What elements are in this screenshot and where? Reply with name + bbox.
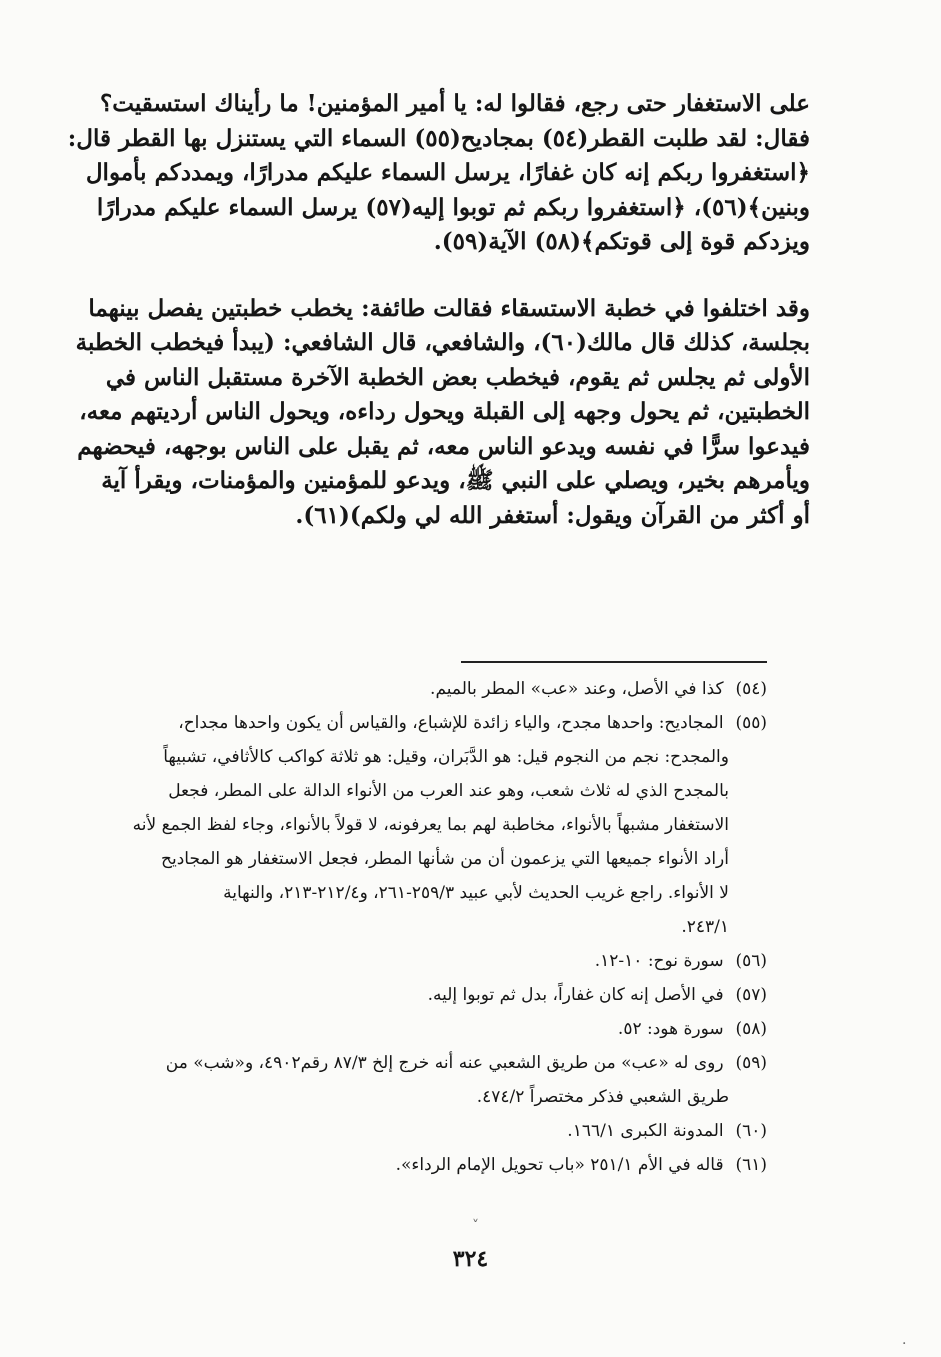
footnote-text: سورة نوح: ١٠-١٢. <box>594 951 724 971</box>
text-line: وبنين﴾(٥٦)، ﴿استغفروا ربكم ثم توبوا إليه(٥٧) يرسل السماء عليكم مدرارًا <box>96 193 810 221</box>
footnote-text: قاله في الأم ٢٥١/١ «باب تحويل الإمام الرداء». <box>395 1155 724 1175</box>
footnote-continuation: والمجدح: نجم من النجوم قيل: هو الدَّبَران، وقيل: هو ثلاثة كواكب كالأثافي، تشبيهاً <box>163 747 729 767</box>
footnote-number: (٥٩) <box>735 1053 767 1073</box>
footnote-number: (٦١) <box>735 1155 767 1175</box>
text-line: وقد اختلفوا في خطبة الاستسقاء فقالت طائفة: يخطب خطبتين يفصل بينهما <box>88 294 810 322</box>
text-line: الخطبتين، ثم يحول وجهه إلى القبلة ويحول رداءه، ويحول الناس أرديتهم معه، <box>79 398 810 425</box>
footnote-56 <box>100 944 767 978</box>
footnotes <box>100 672 767 1182</box>
text-line: فيدعوا سرًّا في نفسه ويدعو الناس معه، ثم يقبل على الناس بوجهه، فيحضهم <box>77 432 810 460</box>
scan-mark: ˅ <box>472 1218 479 1234</box>
footnote-number: (٥٨) <box>735 1019 767 1039</box>
text-line: بجلسة، كذلك قال مالك(٦٠)، والشافعي، قال الشافعي: (يبدأ فيخطب الخطبة <box>75 329 810 356</box>
text-line: فقال: لقد طلبت القطر(٥٤) بمجاديح(٥٥) السماء التي يستنزل بها القطر قال: <box>67 124 810 152</box>
footnote-text: روى له «عب» من طريق الشعبي عنه أنه خرج إلخ ٨٧/٣ رقم٤٩٠٢، و«شب» من <box>165 1053 724 1073</box>
page-number: ٣٢٤ <box>452 1246 489 1272</box>
text-line: على الاستغفار حتى رجع، فقالوا له: يا أمير المؤمنين! ما رأيناك استسقيت؟ <box>100 90 810 117</box>
footnote-text: المدونة الكبرى ١٦٦/١. <box>567 1121 724 1141</box>
footnote-continuation: بالمجدح الذي له ثلاث شعب، وهو عند العرب من الأنواء الدالة على المطر، فجعل <box>168 781 729 801</box>
footnote-61 <box>100 1148 767 1182</box>
text-line: ويأمرهم بخير، ويصلي على النبي ﷺ، ويدعو للمؤمنين والمؤمنات، ويقرأ آية <box>101 467 810 494</box>
footnote-continuation: لا الأنواء. راجع غريب الحديث لأبي عبيد ٢٥٩/٣-٢٦١، و٢١٢/٤-٢١٣، والنهاية <box>223 883 729 903</box>
footnote-number: (٦٠) <box>735 1121 767 1141</box>
footnote-55 <box>100 706 767 740</box>
footnote-59 <box>100 1046 767 1080</box>
text-line: أو أكثر من القرآن ويقول: أستغفر الله لي ولكم)(٦١). <box>295 501 810 529</box>
footnote-58 <box>100 1012 767 1046</box>
footnote-number: (٥٦) <box>735 951 767 971</box>
footnote-57 <box>100 978 767 1012</box>
footnote-continuation: ٢٤٣/١. <box>681 917 729 937</box>
footnote-separator <box>461 661 767 663</box>
text-line: ﴿استغفروا ربكم إنه كان غفارًا، يرسل السماء عليكم مدرارًا، ويمددكم بأموال <box>85 159 810 186</box>
scan-mark: · <box>902 1336 907 1352</box>
footnote-60 <box>100 1114 767 1148</box>
footnote-text: في الأصل إنه كان غفاراً، بدل ثم توبوا إليه. <box>427 985 724 1005</box>
text-line: الأولى ثم يجلس ثم يقوم، فيخطب بعض الخطبة الآخرة مستقبل الناس في <box>105 363 810 391</box>
footnote-text: المجاديح: واحدها مجدح، والياء زائدة للإشباع، والقياس أن يكون واحدها مجداح، <box>178 713 724 733</box>
main-text <box>67 87 810 533</box>
footnote-number: (٥٥) <box>735 713 767 733</box>
footnote-number: (٥٧) <box>735 985 767 1005</box>
text-line: ويزدكم قوة إلى قوتكم﴾(٥٨) الآية(٥٩). <box>433 228 810 255</box>
footnote-text: سورة هود: ٥٢. <box>617 1019 724 1039</box>
footnote-text: كذا في الأصل، وعند «عب» المطر بالميم. <box>430 679 724 699</box>
footnote-number: (٥٤) <box>735 679 767 699</box>
footnote-continuation: الاستغفار مشبهاً بالأنواء، مخاطبة لهم بما يعرفونه، لا قولاً بالأنواء، وجاء لفظ الجمع لأنه <box>132 815 729 835</box>
footnote-54 <box>100 672 767 706</box>
footnote-continuation: طريق الشعبي فذكر مختصراً ٤٧٤/٢. <box>476 1087 729 1107</box>
footnote-continuation: أراد الأنواء جميعها التي يزعمون أن من شأنها المطر، فجعل الاستغفار هو المجاديح <box>161 849 729 869</box>
